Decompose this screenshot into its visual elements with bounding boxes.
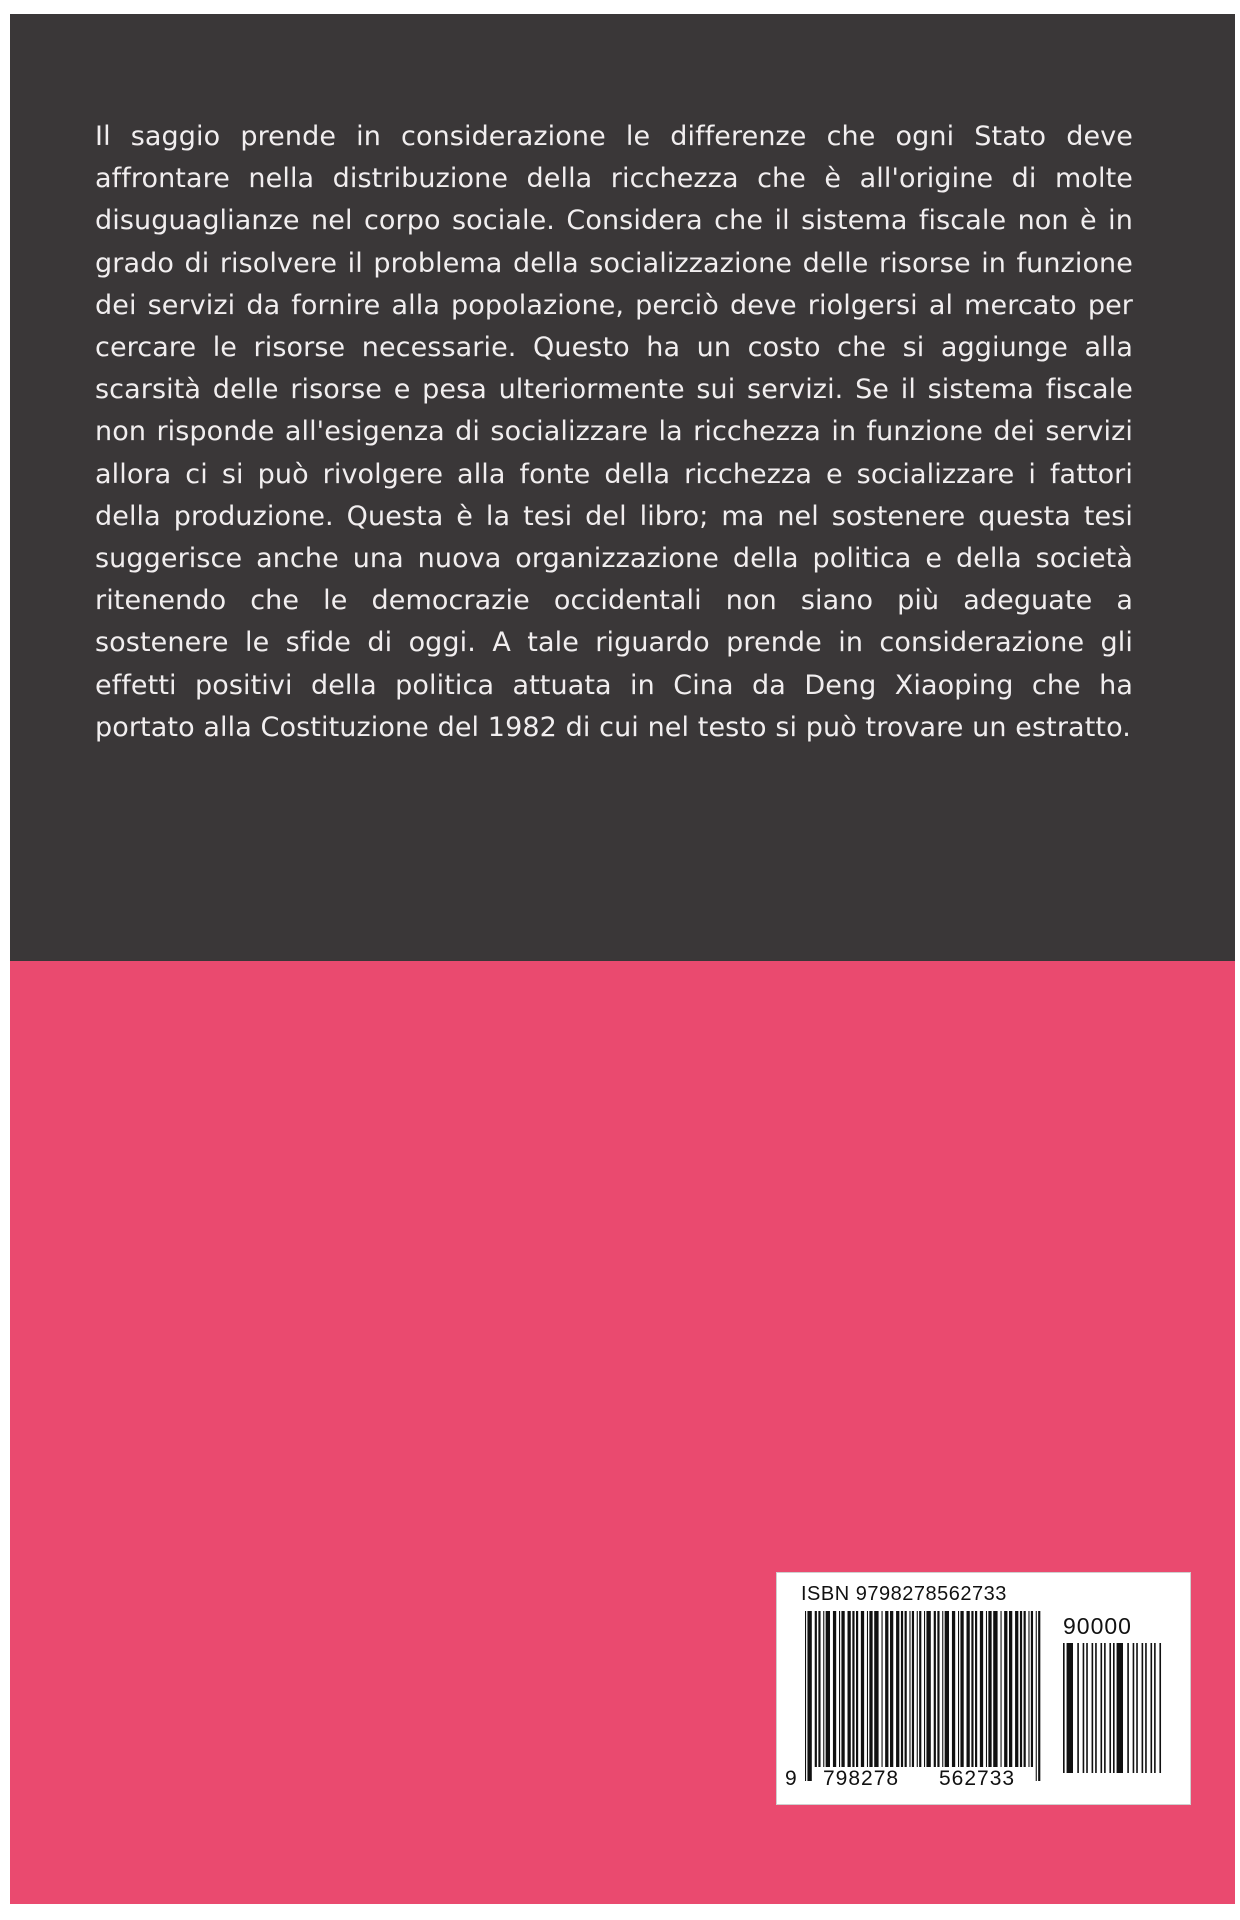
barcode-bar (1154, 1643, 1156, 1773)
barcode-bar (1142, 1643, 1144, 1773)
barcode-bar (848, 1611, 851, 1767)
barcode-bar (1031, 1611, 1033, 1767)
barcode-bar (1145, 1643, 1147, 1773)
barcode-bar (890, 1611, 893, 1767)
barcode-bar (896, 1611, 899, 1767)
barcode-bar (952, 1611, 955, 1767)
barcode-bar (975, 1611, 977, 1767)
barcode-bar (1151, 1643, 1153, 1773)
barcode-bar (841, 1611, 844, 1767)
barcode-bar (986, 1611, 987, 1767)
barcode-right-digits: 562733 (939, 1767, 1016, 1790)
barcode-bar (971, 1611, 973, 1767)
barcode-bar (1004, 1611, 1007, 1767)
isbn-barcode-label (776, 1572, 1191, 1805)
barcode-bar (1095, 1643, 1097, 1773)
barcode-bar (815, 1611, 817, 1767)
barcode-bar (924, 1611, 925, 1767)
barcode-bar (1136, 1643, 1138, 1773)
barcode-bar (1113, 1643, 1115, 1773)
ean13-barcode (805, 1611, 1043, 1781)
barcode-bar (1024, 1611, 1026, 1767)
barcode-bar (960, 1611, 963, 1767)
barcode-bar (919, 1611, 921, 1767)
barcode-bar (1101, 1643, 1103, 1773)
barcode-bar (937, 1611, 939, 1767)
barcode-bar (901, 1611, 903, 1767)
barcode-bar (1009, 1611, 1012, 1767)
barcode-bar (1104, 1643, 1106, 1773)
price-addon-code: 90000 (1063, 1613, 1132, 1639)
addon-barcode (1063, 1643, 1163, 1787)
barcode-bar (1063, 1643, 1065, 1773)
barcode-bar (1077, 1643, 1079, 1773)
description-paragraph: Il saggio prende in considerazione le differenze che ogni Stato deve affrontare nella distribuzione della ricchezza che è all'origine di molte disuguaglianze nel corpo sociale. Considera che il sistema fiscale non è in grado di risolvere il problema della socializzazione delle risorse in funzione dei servizi da fornire alla popolazione, perciò deve riolgersi al mercato per cercare le risorse necessarie. Questo ha un costo che si aggiunge alla scarsità delle risorse e pesa ulteriormente sui servizi. Se il sistema fiscale non risponde all'esigenza di socializzare la ricchezza in funzione dei servizi allora ci si può rivolgere alla fonte della ricchezza e socializzare i fattori della produzione. Questa è la tesi del libro; ma nel sostenere questa tesi suggerisce anche una nuova organizzazione della politica e della società ritenendo che le democrazie occidentali non siano più adeguate a sostenere le sfide di oggi. A tale riguardo prende in considerazione gli effetti positivi della politica attuata in Cina da Deng Xiaoping che ha portato alla Costituzione del 1982 di cui nel testo si può trovare un estratto. (95, 121, 1133, 743)
barcode-bar (993, 1611, 997, 1767)
barcode-bar (1133, 1643, 1135, 1773)
barcode-bar (917, 1611, 918, 1767)
barcode-bar (988, 1611, 991, 1767)
barcode-bar (885, 1611, 888, 1767)
barcode-bar (867, 1611, 868, 1767)
barcode-bar (958, 1611, 959, 1767)
barcode-bar (942, 1611, 943, 1767)
barcode-bar (882, 1611, 883, 1767)
book-back-cover (10, 14, 1235, 1904)
barcode-lead-digit: 9 (785, 1767, 798, 1790)
barcode-bar (967, 1611, 970, 1767)
barcode-bar (1067, 1643, 1073, 1773)
barcode-bar (874, 1611, 878, 1767)
barcode-bar (833, 1611, 836, 1767)
barcode-bar (1086, 1643, 1088, 1773)
barcode-bar (1109, 1643, 1111, 1773)
dark-upper-panel (10, 14, 1235, 961)
barcode-bar (1036, 1611, 1037, 1781)
barcode-bar (905, 1611, 907, 1767)
barcode-bar (818, 1611, 820, 1767)
barcode-bar (1020, 1611, 1022, 1767)
isbn-number: ISBN 9798278562733 (801, 1583, 1007, 1605)
barcode-bar (1117, 1643, 1123, 1773)
barcode-bar (1038, 1611, 1040, 1781)
barcode-bar (934, 1611, 936, 1767)
barcode-bar (826, 1611, 830, 1767)
barcode-bar (1028, 1611, 1029, 1767)
barcode-bar (852, 1611, 854, 1767)
barcode-bar (909, 1611, 910, 1767)
barcode-bar (823, 1611, 824, 1767)
barcode-bar (1015, 1611, 1018, 1767)
barcode-bar (856, 1611, 858, 1767)
barcode-left-digits: 798278 (823, 1767, 900, 1790)
barcode-bar (980, 1611, 983, 1767)
barcode-bar (926, 1611, 930, 1767)
barcode-bar (807, 1611, 811, 1781)
barcode-bar (1127, 1643, 1129, 1773)
barcode-bar (1092, 1643, 1094, 1773)
barcode-bar (869, 1611, 872, 1767)
barcode-bar (1159, 1643, 1161, 1773)
barcode-bar (912, 1611, 914, 1767)
barcode-bar (945, 1611, 949, 1767)
barcode-bar (1083, 1643, 1085, 1773)
barcode-bar (861, 1611, 864, 1767)
barcode-bar (1001, 1611, 1002, 1767)
barcode-bar (805, 1611, 806, 1781)
barcode-bar (839, 1611, 840, 1767)
